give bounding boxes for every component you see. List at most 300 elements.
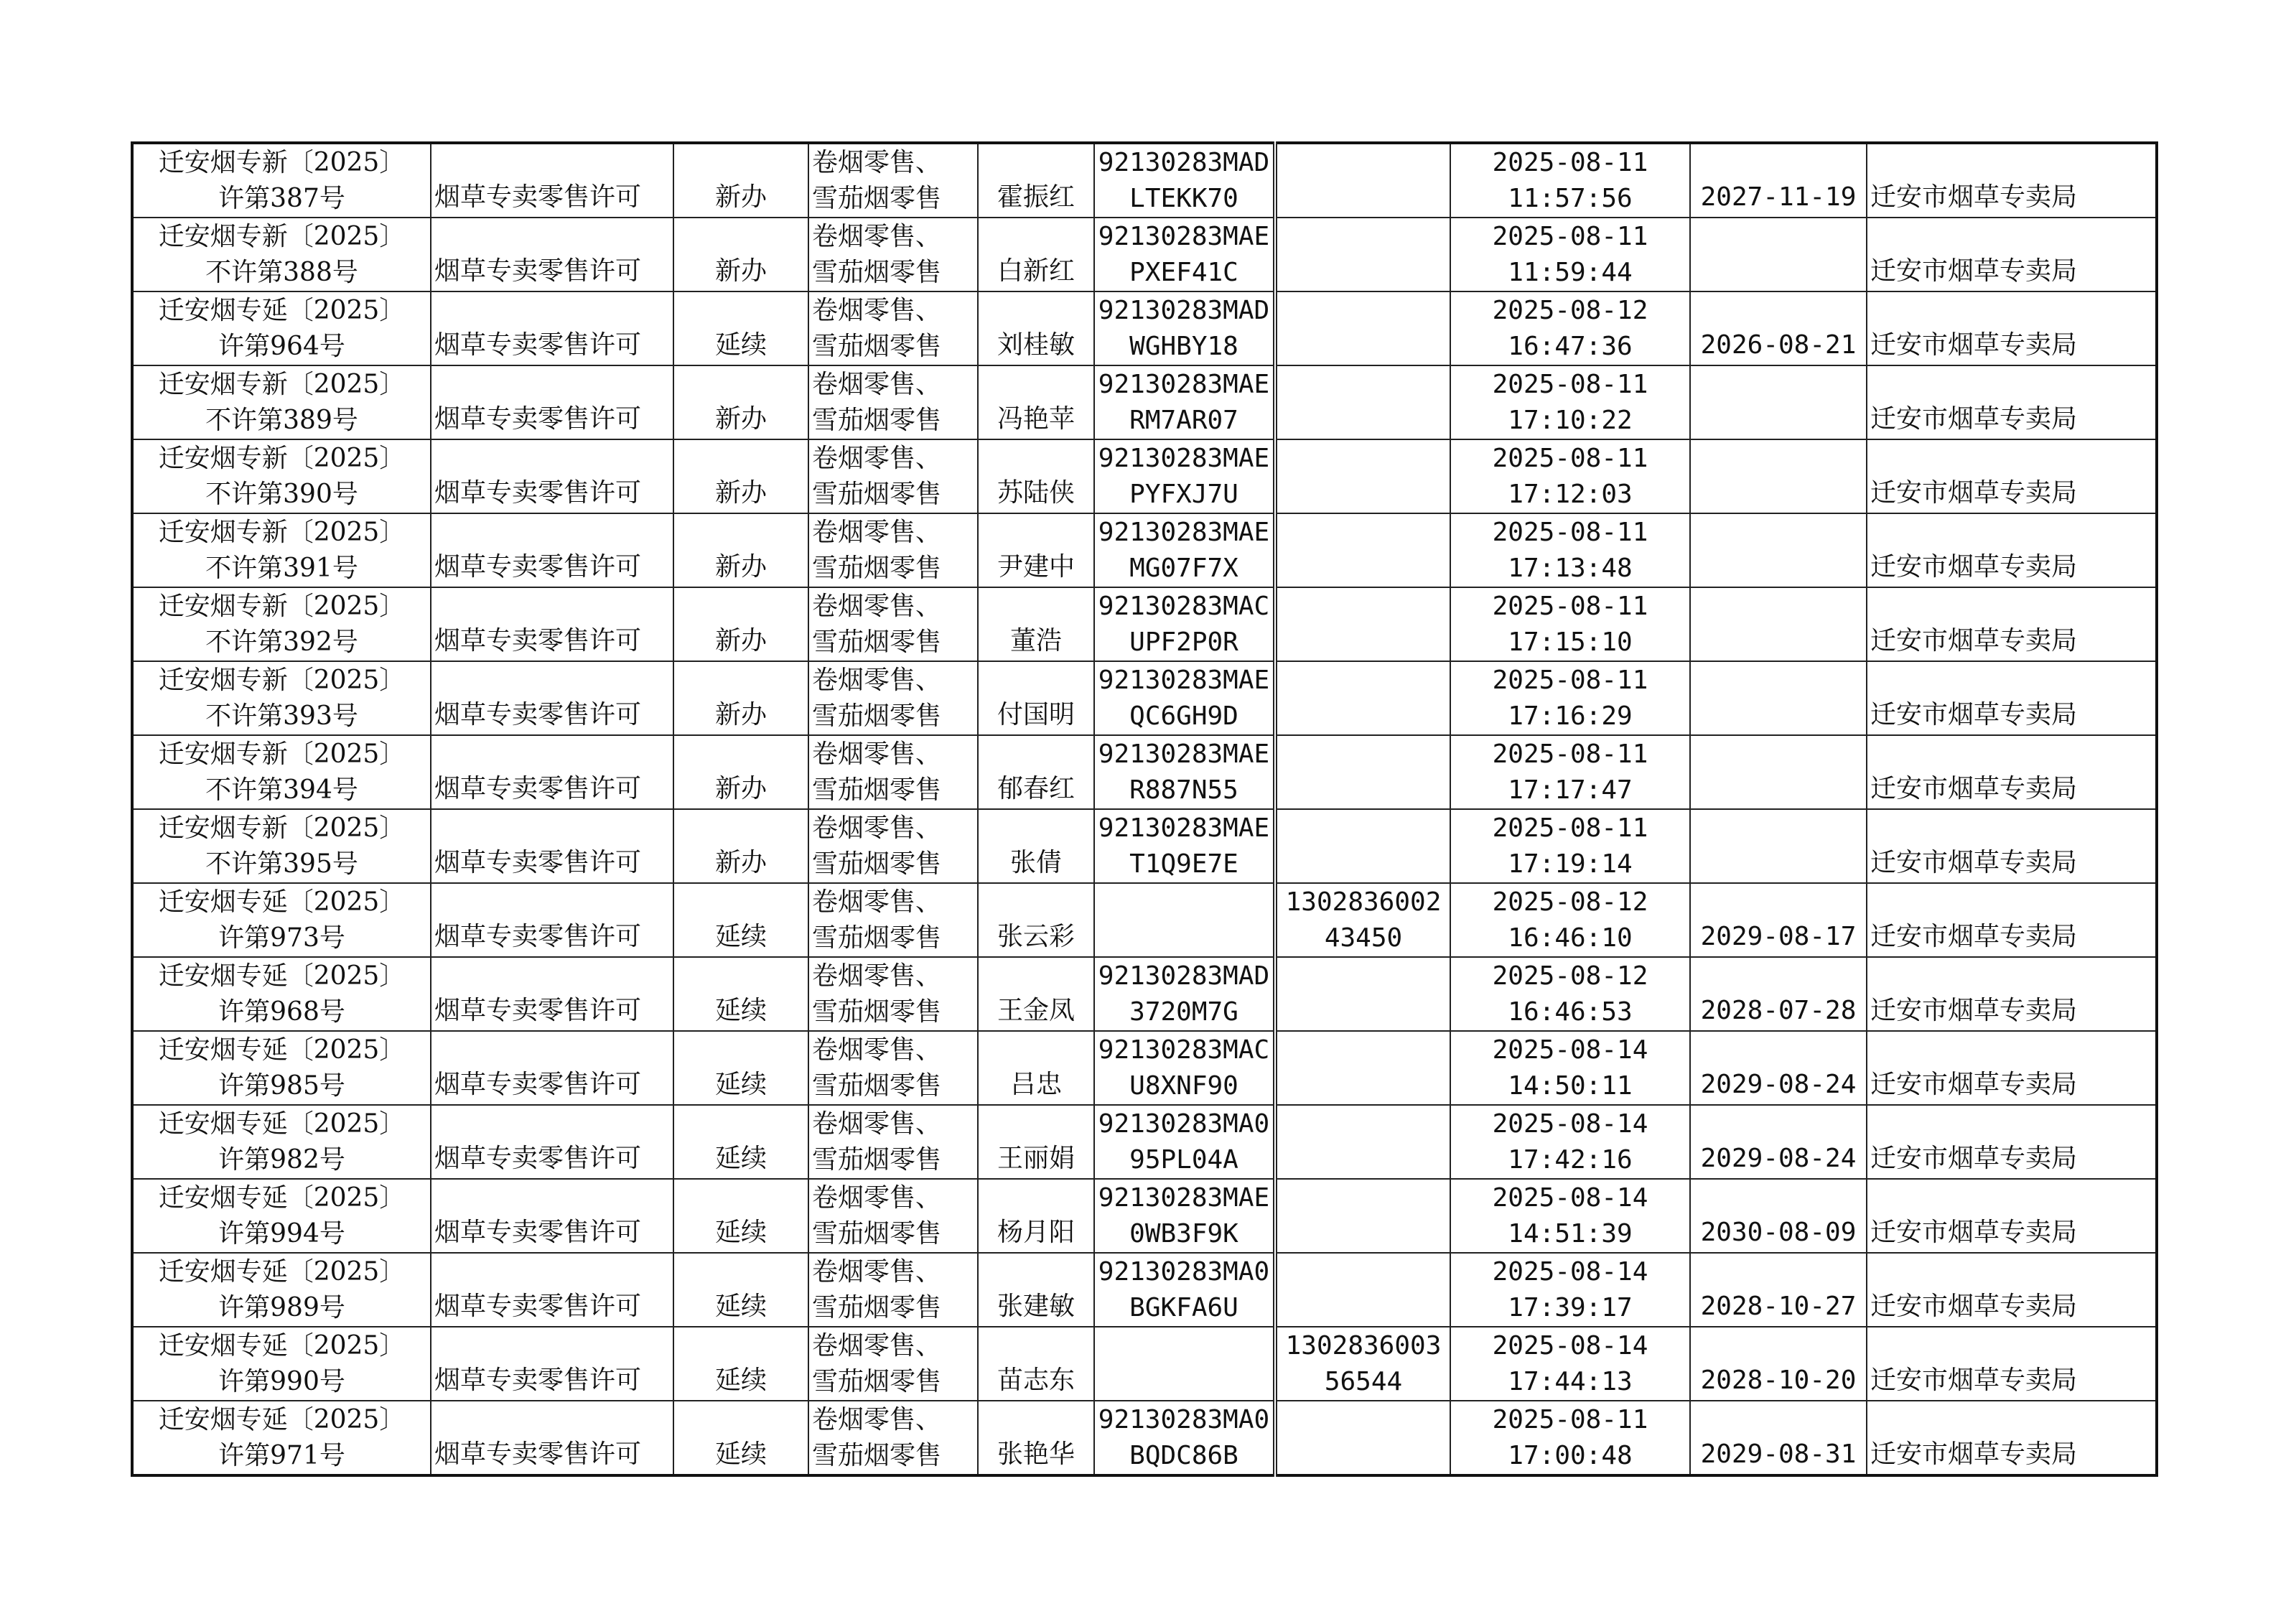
holder-name: 张建敏: [997, 1292, 1075, 1321]
scope-line1: 卷烟零售、: [812, 1182, 942, 1213]
issuing-authority: 迁安市烟草专卖局: [1870, 182, 2078, 212]
credit-code-cell: [1094, 291, 1275, 365]
holder-name: 杨月阳: [997, 1218, 1075, 1247]
credit-code-line1: 92130283MAD: [1098, 961, 1270, 991]
scope-line1: 卷烟零售、: [812, 1404, 942, 1434]
license-type-cell: [431, 957, 673, 1031]
license-type: 烟草专卖零售许可: [434, 922, 642, 951]
license-number-line2: 许第973号: [218, 923, 345, 953]
license-type: 烟草专卖零售许可: [434, 330, 642, 360]
expiry-date: 2029-08-24: [1700, 1070, 1857, 1099]
decision-time: 17:10:22: [1508, 405, 1633, 435]
expiry-date-cell: [1690, 1401, 1867, 1475]
action-type: 延续: [714, 922, 767, 951]
business-scope-cell: [808, 1253, 978, 1327]
credit-code-line2: 95PL04A: [1129, 1144, 1238, 1175]
action-cell: [673, 883, 808, 957]
credit-code-cell: [1094, 513, 1275, 587]
license-number-cell: [132, 587, 431, 661]
decision-date: 2025-08-12: [1492, 961, 1648, 991]
scope-line2: 雪茄烟零售: [812, 1292, 942, 1322]
license-number-cell: [132, 735, 431, 809]
license-number-cell: [132, 1401, 431, 1475]
expiry-date-cell: [1690, 661, 1867, 735]
expiry-date-cell: [1690, 883, 1867, 957]
decision-time: 14:51:39: [1508, 1218, 1633, 1249]
decision-date: 2025-08-14: [1492, 1035, 1648, 1065]
credit-code-line2: U8XNF90: [1129, 1070, 1238, 1101]
decision-time: 17:17:47: [1508, 775, 1633, 805]
holder-name: 张艳华: [997, 1439, 1075, 1469]
decision-time-cell: [1450, 291, 1690, 365]
scope-line1: 卷烟零售、: [812, 813, 942, 843]
license-number-line2: 不许第395号: [205, 849, 358, 879]
action-cell: [673, 809, 808, 883]
license-number-line2: 许第387号: [218, 183, 345, 213]
holder-name-cell: [978, 883, 1094, 957]
license-type-cell: [431, 735, 673, 809]
license-number-line2: 许第971号: [218, 1440, 345, 1470]
decision-date: 2025-08-14: [1492, 1256, 1648, 1287]
table-row: [132, 1401, 2157, 1475]
scope-line2: 雪茄烟零售: [812, 849, 942, 879]
credit-code-cell: [1094, 1401, 1275, 1475]
decision-time-cell: [1450, 1253, 1690, 1327]
id-number-cell: [1275, 143, 1450, 218]
decision-time-cell: [1450, 1401, 1690, 1475]
authority-cell: [1867, 218, 2157, 291]
table-row: [132, 1179, 2157, 1253]
decision-time: 17:12:03: [1508, 479, 1633, 509]
scope-line1: 卷烟零售、: [812, 517, 942, 547]
table-row: [132, 883, 2157, 957]
table-row: [132, 1105, 2157, 1179]
business-scope-cell: [808, 218, 978, 291]
id-number-line1: 1302836002: [1285, 887, 1442, 917]
holder-name: 苗志东: [997, 1366, 1075, 1395]
expiry-date-cell: [1690, 218, 1867, 291]
table-row: [132, 809, 2157, 883]
expiry-date: 2027-11-19: [1700, 182, 1857, 212]
id-number-cell: [1275, 1179, 1450, 1253]
license-number-cell: [132, 957, 431, 1031]
license-number-cell: [132, 1253, 431, 1327]
license-type-cell: [431, 439, 673, 513]
scope-line1: 卷烟零售、: [812, 1035, 942, 1065]
expiry-date-cell: [1690, 365, 1867, 439]
id-number-cell: [1275, 291, 1450, 365]
action-cell: [673, 957, 808, 1031]
credit-code-line2: PYFXJ7U: [1129, 479, 1238, 509]
expiry-date: 2026-08-21: [1700, 330, 1857, 360]
decision-time-cell: [1450, 587, 1690, 661]
scope-line2: 雪茄烟零售: [812, 257, 942, 287]
credit-code-cell: [1094, 218, 1275, 291]
action-type: 新办: [714, 626, 767, 655]
action-cell: [673, 143, 808, 218]
license-number-line2: 不许第392号: [205, 627, 358, 657]
issuing-authority: 迁安市烟草专卖局: [1870, 1292, 2078, 1321]
decision-time-cell: [1450, 439, 1690, 513]
credit-code-line1: 92130283MAE: [1098, 665, 1270, 695]
credit-code-cell: [1094, 661, 1275, 735]
action-type: 延续: [714, 996, 767, 1025]
license-type: 烟草专卖零售许可: [434, 626, 642, 655]
decision-time: 11:59:44: [1508, 257, 1633, 287]
action-type: 延续: [714, 1144, 767, 1173]
license-type-cell: [431, 809, 673, 883]
license-number-line2: 许第968号: [218, 997, 345, 1027]
expiry-date: 2029-08-24: [1700, 1144, 1857, 1173]
holder-name-cell: [978, 291, 1094, 365]
action-type: 新办: [714, 552, 767, 582]
scope-line1: 卷烟零售、: [812, 665, 942, 695]
credit-code-line1: 92130283MAC: [1098, 591, 1270, 621]
business-scope-cell: [808, 1179, 978, 1253]
license-type: 烟草专卖零售许可: [434, 1070, 642, 1099]
action-type: 新办: [714, 774, 767, 803]
action-type: 新办: [714, 700, 767, 729]
license-number-line2: 许第964号: [218, 331, 345, 361]
business-scope-cell: [808, 1327, 978, 1401]
authority-cell: [1867, 143, 2157, 218]
id-number-cell: [1275, 365, 1450, 439]
license-type-cell: [431, 218, 673, 291]
expiry-date-cell: [1690, 513, 1867, 587]
license-type: 烟草专卖零售许可: [434, 996, 642, 1025]
id-number-cell: [1275, 1105, 1450, 1179]
license-number-line2: 不许第393号: [205, 701, 358, 731]
holder-name: 张倩: [1009, 848, 1062, 877]
business-scope-cell: [808, 365, 978, 439]
license-type-cell: [431, 587, 673, 661]
scope-line2: 雪茄烟零售: [812, 1070, 942, 1101]
decision-date: 2025-08-12: [1492, 295, 1648, 325]
decision-date: 2025-08-14: [1492, 1109, 1648, 1139]
holder-name: 苏陆侠: [997, 478, 1075, 508]
business-scope-cell: [808, 587, 978, 661]
decision-time-cell: [1450, 1105, 1690, 1179]
license-number-cell: [132, 883, 431, 957]
scope-line1: 卷烟零售、: [812, 1109, 942, 1139]
action-cell: [673, 1253, 808, 1327]
business-scope-cell: [808, 143, 978, 218]
table-row: [132, 365, 2157, 439]
action-cell: [673, 439, 808, 513]
license-number-line1: 迁安烟专延〔2025〕: [158, 1404, 406, 1434]
license-type-cell: [431, 513, 673, 587]
authority-cell: [1867, 883, 2157, 957]
license-type: 烟草专卖零售许可: [434, 552, 642, 582]
holder-name: 刘桂敏: [997, 330, 1075, 360]
holder-name: 董浩: [1009, 626, 1062, 655]
scope-line2: 雪茄烟零售: [812, 331, 942, 361]
id-number-cell: [1275, 883, 1450, 957]
holder-name-cell: [978, 587, 1094, 661]
scope-line2: 雪茄烟零售: [812, 997, 942, 1027]
decision-time-cell: [1450, 661, 1690, 735]
license-type: 烟草专卖零售许可: [434, 1144, 642, 1173]
business-scope-cell: [808, 957, 978, 1031]
holder-name-cell: [978, 365, 1094, 439]
decision-time: 14:50:11: [1508, 1070, 1633, 1101]
license-number-line1: 迁安烟专新〔2025〕: [158, 665, 406, 695]
authority-cell: [1867, 1179, 2157, 1253]
license-number-line1: 迁安烟专新〔2025〕: [158, 147, 406, 177]
table-row: [132, 513, 2157, 587]
decision-date: 2025-08-11: [1492, 665, 1648, 695]
license-number-line1: 迁安烟专新〔2025〕: [158, 739, 406, 769]
scope-line1: 卷烟零售、: [812, 1256, 942, 1287]
action-type: 新办: [714, 182, 767, 212]
decision-time-cell: [1450, 1031, 1690, 1105]
holder-name-cell: [978, 1105, 1094, 1179]
action-type: 延续: [714, 1439, 767, 1469]
table-row: [132, 291, 2157, 365]
id-number-cell: [1275, 439, 1450, 513]
license-number-cell: [132, 809, 431, 883]
holder-name-cell: [978, 809, 1094, 883]
credit-code-cell: [1094, 883, 1275, 957]
license-number-line2: 不许第394号: [205, 775, 358, 805]
license-number-line1: 迁安烟专延〔2025〕: [158, 1182, 406, 1213]
action-cell: [673, 1401, 808, 1475]
issuing-authority: 迁安市烟草专卖局: [1870, 774, 2078, 803]
license-type-cell: [431, 291, 673, 365]
scope-line1: 卷烟零售、: [812, 961, 942, 991]
license-type: 烟草专卖零售许可: [434, 700, 642, 729]
license-number-line2: 许第990号: [218, 1366, 345, 1396]
id-number-cell: [1275, 513, 1450, 587]
license-type: 烟草专卖零售许可: [434, 848, 642, 877]
authority-cell: [1867, 513, 2157, 587]
license-type: 烟草专卖零售许可: [434, 478, 642, 508]
license-type-cell: [431, 883, 673, 957]
holder-name-cell: [978, 661, 1094, 735]
credit-code-line2: R887N55: [1129, 775, 1238, 805]
license-number-line1: 迁安烟专新〔2025〕: [158, 591, 406, 621]
holder-name-cell: [978, 1401, 1094, 1475]
scope-line2: 雪茄烟零售: [812, 627, 942, 657]
credit-code-line1: 92130283MAE: [1098, 813, 1270, 843]
issuing-authority: 迁安市烟草专卖局: [1870, 848, 2078, 877]
authority-cell: [1867, 661, 2157, 735]
issuing-authority: 迁安市烟草专卖局: [1870, 1218, 2078, 1247]
scope-line2: 雪茄烟零售: [812, 1440, 942, 1470]
scope-line2: 雪茄烟零售: [812, 701, 942, 731]
decision-time: 16:46:53: [1508, 997, 1633, 1027]
credit-code-line2: T1Q9E7E: [1129, 849, 1238, 879]
action-type: 新办: [714, 404, 767, 434]
action-cell: [673, 1031, 808, 1105]
id-number-line1: 1302836003: [1285, 1330, 1442, 1361]
license-number-line1: 迁安烟专延〔2025〕: [158, 1256, 406, 1287]
id-number-line2: 56544: [1324, 1366, 1403, 1396]
license-type: 烟草专卖零售许可: [434, 774, 642, 803]
license-number-line1: 迁安烟专新〔2025〕: [158, 221, 406, 251]
scope-line1: 卷烟零售、: [812, 369, 942, 399]
holder-name-cell: [978, 1327, 1094, 1401]
license-type: 烟草专卖零售许可: [434, 256, 642, 286]
action-type: 延续: [714, 1218, 767, 1247]
license-number-cell: [132, 218, 431, 291]
credit-code-line1: 92130283MAE: [1098, 369, 1270, 399]
scope-line1: 卷烟零售、: [812, 221, 942, 251]
credit-code-line1: 92130283MAE: [1098, 1182, 1270, 1213]
credit-code-line1: 92130283MAE: [1098, 443, 1270, 473]
decision-time-cell: [1450, 218, 1690, 291]
authority-cell: [1867, 1327, 2157, 1401]
decision-time: 16:46:10: [1508, 923, 1633, 953]
holder-name: 付国明: [997, 700, 1075, 729]
decision-time-cell: [1450, 957, 1690, 1031]
license-number-line2: 许第994号: [218, 1218, 345, 1249]
business-scope-cell: [808, 1401, 978, 1475]
license-number-line1: 迁安烟专延〔2025〕: [158, 961, 406, 991]
id-number-cell: [1275, 1253, 1450, 1327]
issuing-authority: 迁安市烟草专卖局: [1870, 1366, 2078, 1395]
issuing-authority: 迁安市烟草专卖局: [1870, 1439, 2078, 1469]
expiry-date-cell: [1690, 291, 1867, 365]
table-row: [132, 143, 2157, 218]
action-type: 新办: [714, 256, 767, 286]
license-number-cell: [132, 1105, 431, 1179]
decision-time: 17:13:48: [1508, 553, 1633, 583]
license-number-cell: [132, 291, 431, 365]
expiry-date: 2028-10-20: [1700, 1366, 1857, 1395]
scope-line1: 卷烟零售、: [812, 295, 942, 325]
issuing-authority: 迁安市烟草专卖局: [1870, 1070, 2078, 1099]
license-type: 烟草专卖零售许可: [434, 404, 642, 434]
action-type: 延续: [714, 1292, 767, 1321]
authority-cell: [1867, 1253, 2157, 1327]
license-number-line2: 不许第391号: [205, 553, 358, 583]
issuing-authority: 迁安市烟草专卖局: [1870, 330, 2078, 360]
decision-time-cell: [1450, 513, 1690, 587]
credit-code-line2: RM7AR07: [1129, 405, 1238, 435]
authority-cell: [1867, 1031, 2157, 1105]
license-type-cell: [431, 1401, 673, 1475]
scope-line1: 卷烟零售、: [812, 443, 942, 473]
scope-line2: 雪茄烟零售: [812, 1218, 942, 1249]
issuing-authority: 迁安市烟草专卖局: [1870, 404, 2078, 434]
action-type: 新办: [714, 848, 767, 877]
credit-code-cell: [1094, 1253, 1275, 1327]
action-cell: [673, 735, 808, 809]
license-number-line1: 迁安烟专延〔2025〕: [158, 295, 406, 325]
table-row: [132, 1253, 2157, 1327]
scope-line1: 卷烟零售、: [812, 1330, 942, 1361]
authority-cell: [1867, 587, 2157, 661]
license-number-cell: [132, 143, 431, 218]
credit-code-line1: 92130283MAE: [1098, 221, 1270, 251]
table-row: [132, 218, 2157, 291]
holder-name-cell: [978, 513, 1094, 587]
holder-name-cell: [978, 957, 1094, 1031]
table-row: [132, 661, 2157, 735]
license-number-line1: 迁安烟专延〔2025〕: [158, 1035, 406, 1065]
expiry-date: 2030-08-09: [1700, 1218, 1857, 1247]
holder-name-cell: [978, 735, 1094, 809]
credit-code-line2: BGKFA6U: [1129, 1292, 1238, 1322]
issuing-authority: 迁安市烟草专卖局: [1870, 256, 2078, 286]
authority-cell: [1867, 439, 2157, 513]
id-number-cell: [1275, 809, 1450, 883]
expiry-date-cell: [1690, 1031, 1867, 1105]
license-number-line2: 许第985号: [218, 1070, 345, 1101]
scope-line2: 雪茄烟零售: [812, 1366, 942, 1396]
license-type-cell: [431, 1179, 673, 1253]
decision-time-cell: [1450, 365, 1690, 439]
license-number-line2: 许第989号: [218, 1292, 345, 1322]
scope-line2: 雪茄烟零售: [812, 923, 942, 953]
authority-cell: [1867, 735, 2157, 809]
expiry-date-cell: [1690, 1253, 1867, 1327]
holder-name: 霍振红: [997, 182, 1075, 212]
table-row: [132, 439, 2157, 513]
decision-time: 17:15:10: [1508, 627, 1633, 657]
scope-line1: 卷烟零售、: [812, 739, 942, 769]
credit-code-cell: [1094, 957, 1275, 1031]
credit-code-cell: [1094, 735, 1275, 809]
decision-date: 2025-08-11: [1492, 1404, 1648, 1434]
business-scope-cell: [808, 513, 978, 587]
id-number-cell: [1275, 218, 1450, 291]
license-number-cell: [132, 365, 431, 439]
decision-date: 2025-08-11: [1492, 221, 1648, 251]
id-number-cell: [1275, 1031, 1450, 1105]
holder-name: 吕忠: [1009, 1070, 1062, 1099]
decision-time: 17:39:17: [1508, 1292, 1633, 1322]
expiry-date-cell: [1690, 1327, 1867, 1401]
decision-date: 2025-08-12: [1492, 887, 1648, 917]
license-number-cell: [132, 1031, 431, 1105]
credit-code-cell: [1094, 1105, 1275, 1179]
license-number-line1: 迁安烟专延〔2025〕: [158, 1109, 406, 1139]
decision-time: 16:47:36: [1508, 331, 1633, 361]
license-type: 烟草专卖零售许可: [434, 1292, 642, 1321]
decision-time-cell: [1450, 883, 1690, 957]
business-scope-cell: [808, 809, 978, 883]
expiry-date: 2028-07-28: [1700, 996, 1857, 1025]
authority-cell: [1867, 1105, 2157, 1179]
license-number-cell: [132, 661, 431, 735]
issuing-authority: 迁安市烟草专卖局: [1870, 1144, 2078, 1173]
license-type-cell: [431, 143, 673, 218]
id-number-cell: [1275, 587, 1450, 661]
decision-date: 2025-08-11: [1492, 813, 1648, 843]
license-number-cell: [132, 439, 431, 513]
id-number-cell: [1275, 957, 1450, 1031]
license-number-line2: 许第982号: [218, 1144, 345, 1175]
license-number-line2: 不许第388号: [205, 257, 358, 287]
license-table: [131, 141, 2158, 1477]
authority-cell: [1867, 365, 2157, 439]
action-type: 延续: [714, 1070, 767, 1099]
table-row: [132, 957, 2157, 1031]
license-type: 烟草专卖零售许可: [434, 1218, 642, 1247]
decision-time: 17:42:16: [1508, 1144, 1633, 1175]
license-number-line1: 迁安烟专新〔2025〕: [158, 443, 406, 473]
business-scope-cell: [808, 1105, 978, 1179]
license-number-cell: [132, 513, 431, 587]
expiry-date-cell: [1690, 1105, 1867, 1179]
scope-line2: 雪茄烟零售: [812, 183, 942, 213]
credit-code-cell: [1094, 1179, 1275, 1253]
action-cell: [673, 1105, 808, 1179]
table-body: [132, 143, 2157, 1475]
id-number-cell: [1275, 735, 1450, 809]
